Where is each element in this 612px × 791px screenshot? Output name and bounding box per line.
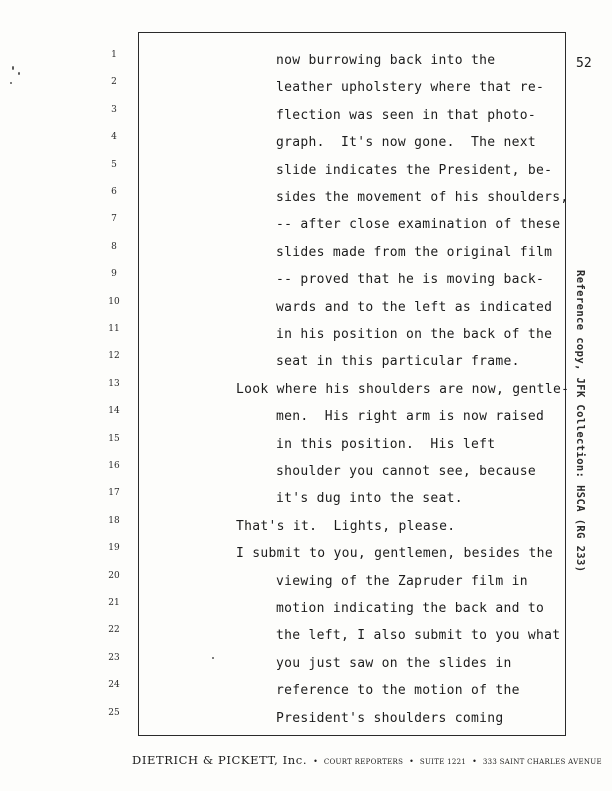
line-number: 4 [111,132,117,143]
line-number: 21 [108,598,120,608]
transcript-line: I submit to you, gentlemen, besides the [236,546,553,562]
scan-speck [12,66,14,70]
line-number: 11 [108,324,120,334]
line-number: 16 [108,461,120,471]
line-number: 19 [108,543,120,554]
line-number: 8 [111,241,117,252]
transcript-line: shoulder you cannot see, because [276,464,537,479]
transcript-line: sides the movement of his shoulders, [276,190,569,205]
footer-separator: • [472,757,477,766]
scan-speck [10,82,12,84]
transcript-line: -- proved that he is moving back- [276,272,545,288]
line-number: 14 [108,406,120,417]
transcript-line: it's dug into the seat. [276,491,463,507]
line-number: 6 [111,187,117,197]
footer-separator: • [409,757,414,766]
footer-reporters: COURT REPORTERS [323,758,404,766]
transcript-line: slides made from the original film [276,244,553,260]
line-number: 17 [108,488,120,499]
line-number: 13 [108,378,120,389]
line-number: 24 [108,680,120,691]
transcript-line: leather upholstery where that re- [276,80,545,96]
transcript-line: President's shoulders coming [276,710,504,726]
line-number: 3 [111,104,117,115]
transcript-line: -- after close examination of these [276,217,561,233]
line-number: 5 [111,159,117,170]
line-number: 18 [108,515,120,526]
footer [132,749,602,768]
footer-separator: • [313,757,318,766]
line-number: 10 [108,296,120,307]
transcript-line: That's it. Lights, please. [236,518,456,534]
transcript-line: you just saw on the slides in [276,655,512,671]
transcript-line: wards and to the left as indicated [276,299,553,315]
scan-speck [212,657,214,659]
transcript-line: viewing of the Zapruder film in [276,573,528,589]
footer-suite: SUITE 1221 [419,758,467,766]
transcript-line: Look where his shoulders are now, gentle- [236,381,570,397]
line-number: 23 [108,652,120,663]
transcript-line: now burrowing back into the [276,53,496,68]
line-number: 25 [108,707,120,718]
line-number: 7 [111,214,117,225]
footer-company: DIETRICH & PICKETT, Inc. [132,753,308,767]
scan-speck [18,72,20,75]
line-number: 20 [108,570,120,581]
transcript-line: in his position on the back of the [276,327,553,342]
line-number: 2 [111,77,117,88]
footer-address: 333 SAINT CHARLES AVENUE [482,758,602,766]
transcript-line: flection was seen in that photo- [276,107,537,123]
line-number: 22 [108,625,120,636]
transcript-line: in this position. His left [276,436,496,452]
line-number: 9 [111,269,117,280]
line-number: 12 [108,351,120,362]
page-number: 52 [576,56,592,71]
transcript-line: the left, I also submit to you what [276,628,561,644]
transcript-line: reference to the motion of the [276,683,520,699]
transcript-line: seat in this particular frame. [276,354,520,370]
transcript-line: motion indicating the back and to [276,601,545,616]
transcript-line: graph. It's now gone. The next [276,135,537,151]
archive-stamp: Reference copy, JFK Collection: HSCA (RG 233) [574,270,586,573]
line-number: 15 [108,433,120,444]
transcript-line: slide indicates the President, be- [276,162,553,178]
transcript-line: men. His right arm is now raised [276,409,545,425]
line-number: 1 [111,50,117,60]
